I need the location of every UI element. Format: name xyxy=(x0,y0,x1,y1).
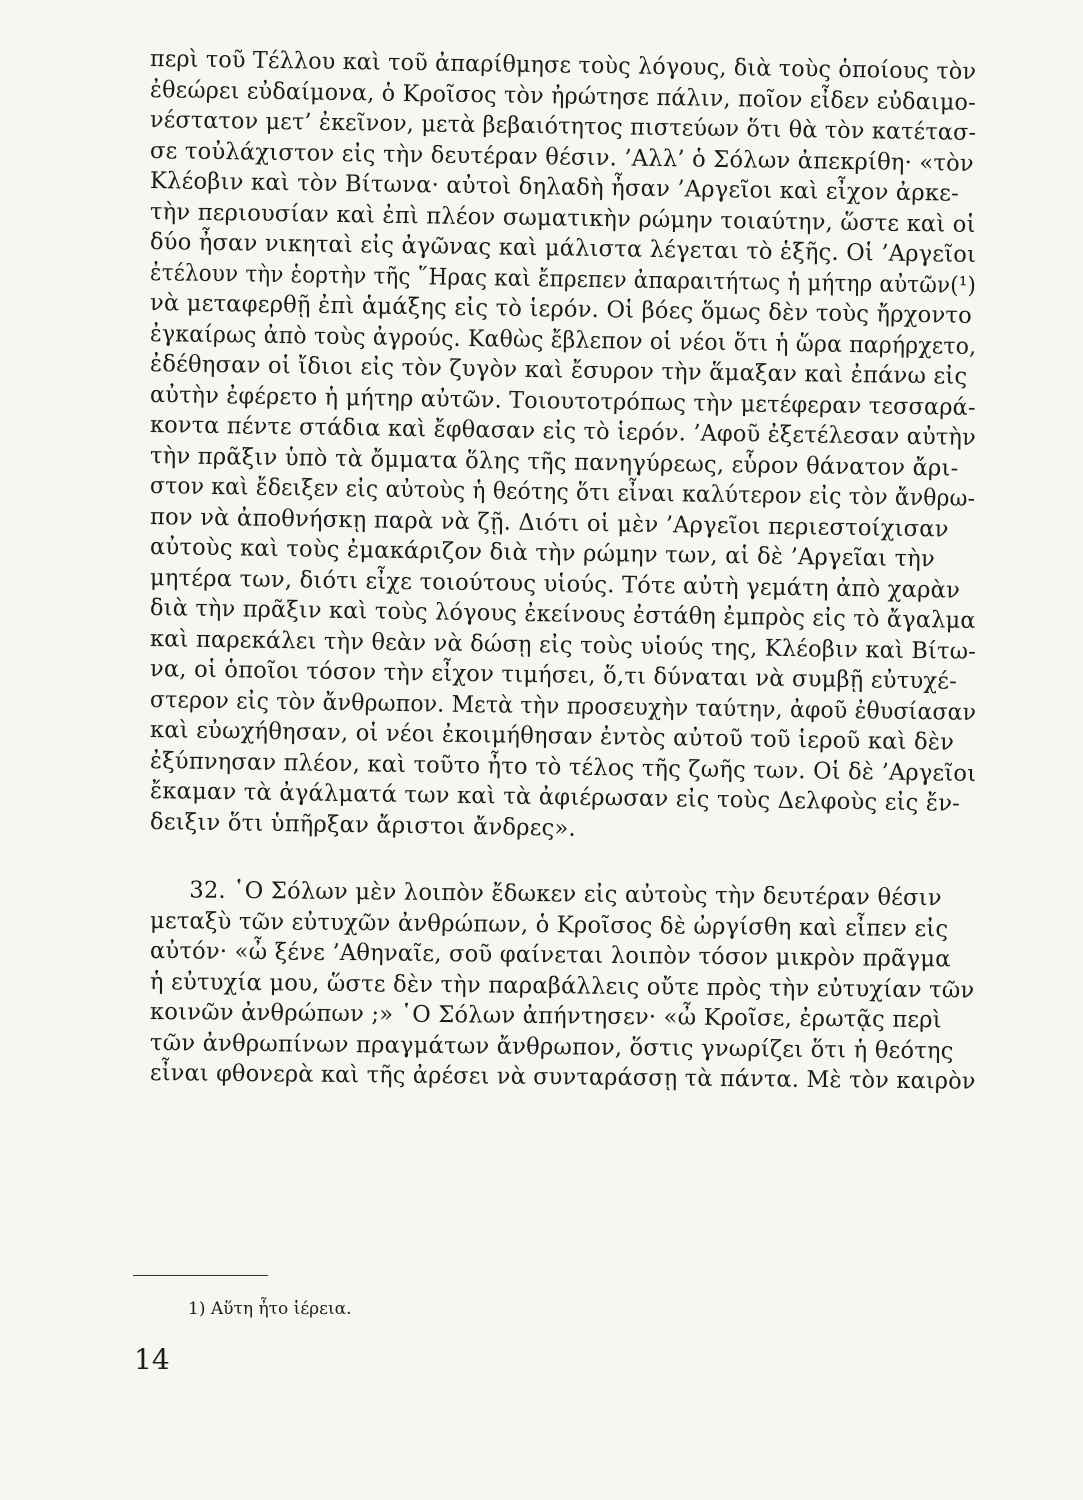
text-line: τὴν περιουσίαν καὶ ἐπὶ πλέον σωματικὴν ρώμην τοιαύτην, ὥστε καὶ οἱ xyxy=(149,198,976,238)
text-line: ἐγκαίρως ἀπὸ τοὺς ἀγρούς. Καθὼς ἔβλεπον οἱ νέοι ὅτι ἡ ὥρα παρήρχετο, xyxy=(149,320,977,360)
text-line: 32. ῾Ο Σόλων μὲν λοιπὸν ἔδωκεν εἰς αὐτοὺς τὴν δευτέραν θέσιν xyxy=(189,877,942,912)
text-line: πον νὰ ἀποθνήσκῃ παρὰ νὰ ζῇ. Διότι οἱ μὲν ’Αργεῖοι περιεστοίχισαν xyxy=(149,503,949,543)
main-text xyxy=(149,44,990,1095)
text-line: καὶ εὐωχήθησαν, οἱ νέοι ἐκοιμήθησαν ἐντὸς αὐτοῦ τοῦ ἱεροῦ καὶ δὲν xyxy=(149,717,955,756)
page-number: 14 xyxy=(134,1343,170,1376)
text-line: νέστατον μετ’ ἐκεῖνον, μετὰ βεβαιότητος πιστεύων ὅτι θὰ τὸν κατέτασ- xyxy=(149,107,977,146)
text-line: ἡ εὐτυχία μου, ὥστε δὲν τὴν παραβάλλεις οὔτε πρὸς τὴν εὐτυχίαν τῶν xyxy=(149,968,975,1004)
text-line: περὶ τοῦ Τέλλου καὶ τοῦ ἀπαρίθμησε τοὺς λόγους, διὰ τοὺς ὁποίους τὸν xyxy=(149,46,977,85)
text-line: αὐτόν· «ὦ ξένε ’Αθηναῖε, σοῦ φαίνεται λοιπὸν τόσον μικρὸν πρᾶγμα xyxy=(149,938,951,973)
paragraph-1 xyxy=(149,44,990,842)
text-line: εἶναι φθονερὰ καὶ τῆς ἀρέσει νὰ συνταράσσῃ τὰ πάντα. Μὲ τὸν καιρὸν xyxy=(149,1060,976,1095)
text-line: ἐτέλουν τὴν ἑορτὴν τῆς ῞Ηρας καὶ ἔπρεπεν ἀπαραιτήτως ἡ μήτηρ αὐτῶν(¹) xyxy=(149,259,977,299)
text-line: δειξιν ὅτι ὑπῆρξαν ἄριστοι ἄνδρες». xyxy=(149,808,577,842)
text-line: διὰ τὴν πρᾶξιν καὶ τοὺς λόγους ἐκείνους ἐστάθη ἐμπρὸς εἰς τὸ ἄγαλμα xyxy=(149,595,976,634)
text-line: να, οἱ ὁποῖοι τόσον τὴν εἶχον τιμήσει, ὅ,τι δύναται νὰ συμβῇ εὐτυχέ- xyxy=(149,656,958,695)
text-line: μεταξὺ τῶν εὐτυχῶν ἀνθρώπων, ὁ Κροῖσος δὲ ὠργίσθη καὶ εἶπεν εἰς xyxy=(149,907,949,942)
text-line: κοινῶν ἀνθρώπων ;» ῾Ο Σόλων ἀπήντησεν· «ὦ Κροῖσε, ἐρωτᾷς περὶ xyxy=(149,999,942,1034)
text-line: αὐτοὺς καὶ τοὺς ἐμακάριζον διὰ τὴν ρώμην των, αἱ δὲ ’Αργεῖαι τὴν xyxy=(149,534,936,573)
text-line: ἐθεώρει εὐδαίμονα, ὁ Κροῖσος τὸν ἠρώτησε πάλιν, ποῖον εἶδεν εὐδαιμο- xyxy=(149,76,977,116)
text-line: Κλέοβιν καὶ τὸν Βίτωνα· αὐτοὶ δηλαδὴ ἦσαν ’Αργεῖοι καὶ εἶχον ἀρκε- xyxy=(149,168,960,207)
text-line: δύο ἦσαν νικηταὶ εἰς ἀγῶνας καὶ μάλιστα λέγεται τὸ ἑξῆς. Οἱ ’Αργεῖοι xyxy=(149,229,977,268)
paragraph-2 xyxy=(149,875,990,1095)
text-line: σε τοὐλάχιστον εἰς τὴν δευτέραν θέσιν. ’Αλλ’ ὁ Σόλων ἀπεκρίθη· «τὸν xyxy=(149,137,975,177)
text-line: καὶ παρεκάλει τὴν θεὰν νὰ δώσῃ εἰς τοὺς υἱούς της, Κλέοβιν καὶ Βίτω- xyxy=(149,625,977,665)
text-line: ἔκαμαν τὰ ἀγάλματά των καὶ τὰ ἀφιέρωσαν εἰς τοὺς Δελφοὺς εἰς ἔν- xyxy=(149,778,961,817)
text-line: ἐδέθησαν οἱ ἴδιοι εἰς τὸν ζυγὸν καὶ ἔσυρον τὴν ἅμαξαν καὶ ἐπάνω εἰς xyxy=(149,351,968,390)
text-line: τὴν πρᾶξιν ὑπὸ τὰ ὄμματα ὅλης τῆς πανηγύρεως, εὗρον θάνατον ἄρι- xyxy=(149,442,959,482)
text-line: στερον εἰς τὸν ἄνθρωπον. Μετὰ τὴν προσευχὴν ταύτην, ἀφοῦ ἐθυσίασαν xyxy=(149,686,977,726)
text-line: κοντα πέντε στάδια καὶ ἔφθασαν εἰς τὸ ἱερόν. ’Αφοῦ ἐξετέλεσαν αὐτὴν xyxy=(149,412,977,451)
text-line: νὰ μεταφερθῇ ἐπὶ ἁμάξης εἰς τὸ ἱερόν. Οἱ βόες ὅμως δὲν τοὺς ἤρχοντο xyxy=(149,290,973,329)
text-line: αὐτὴν ἐφέρετο ἡ μήτηρ αὐτῶν. Τοιουτοτρόπως τὴν μετέφεραν τεσσαρά- xyxy=(149,381,976,421)
footnote-divider xyxy=(133,1275,268,1276)
text-line: μητέρα των, διότι εἶχε τοιούτους υἱούς. Τότε αὐτὴ γεμάτη ἀπὸ χαρὰν xyxy=(149,564,961,604)
text-line: τῶν ἀνθρωπίνων πραγμάτων ἄνθρωπον, ὅστις γνωρίζει ὅτι ἡ θεότης xyxy=(149,1029,954,1064)
footnote: 1) Αὕτη ἦτο ἱέρεια. xyxy=(188,1299,352,1319)
text-line: ἐξύπνησαν πλέον, καὶ τοῦτο ἦτο τὸ τέλος τῆς ζωῆς των. Οἱ δὲ ’Αργεῖοι xyxy=(149,747,977,787)
text-line: στον καὶ ἔδειξεν εἰς αὐτοὺς ἡ θεότης ὅτι εἶναι καλύτερον εἰς τὸν ἄνθρω- xyxy=(149,473,976,512)
